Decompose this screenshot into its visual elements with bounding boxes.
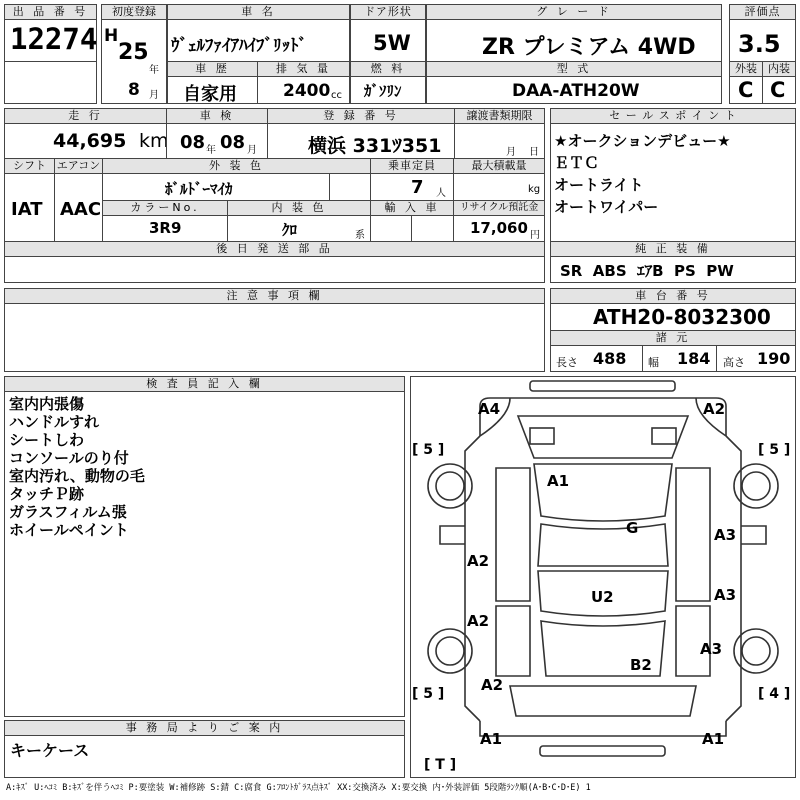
ac: AAC xyxy=(60,199,102,220)
door-label: ドア形状 xyxy=(350,4,426,20)
height: 190 xyxy=(757,349,791,368)
capacity-label: 乗車定員 xyxy=(370,158,454,174)
grade-label: グ レ ー ド xyxy=(426,4,722,20)
sales-point: オートワイパー xyxy=(554,198,659,216)
int-label: 内装 xyxy=(762,61,796,77)
color-no: 3R9 xyxy=(149,219,182,237)
history: 自家用 xyxy=(183,84,237,105)
insp-month: 08 xyxy=(220,132,246,153)
import-cell-a xyxy=(370,215,412,242)
int-color: ｸﾛ xyxy=(282,221,298,239)
fuel-label: 燃 料 xyxy=(350,61,426,77)
inspector-cell xyxy=(4,391,405,717)
inspector-note: コンソールのり付 xyxy=(9,449,129,467)
max-load-unit: kg xyxy=(528,184,541,195)
tire-spare: [ T ] xyxy=(424,757,457,773)
mark-a2-left3: A2 xyxy=(481,676,504,694)
inspector-note: ガラスフィルム張 xyxy=(9,503,127,521)
notes-label: 注 意 事 項 欄 xyxy=(4,288,545,304)
recycle-label: リサイクル預託金 xyxy=(453,200,545,216)
model: DAA-ATH20W xyxy=(512,81,640,101)
width-label: 幅 xyxy=(648,356,659,369)
inspection-label: 車 検 xyxy=(166,108,268,124)
car-diagram xyxy=(410,376,796,778)
equipment: SR ABS ｴｱB PS PW xyxy=(560,262,734,280)
import-label: 輸 入 車 xyxy=(370,200,454,216)
int-color-cell xyxy=(227,215,371,242)
fuel: ｶﾞｿﾘﾝ xyxy=(364,82,402,100)
inspector-note: シートしわ xyxy=(9,431,85,449)
lot-no-label: 出 品 番 号 xyxy=(4,4,97,20)
max-load-label: 最大積載量 xyxy=(453,158,545,174)
inspector-label: 検 査 員 記 入 欄 xyxy=(4,376,405,392)
int-color-label: 内 装 色 xyxy=(227,200,371,216)
grade: ZR プレミアム 4WD xyxy=(482,35,696,60)
ac-label: エアコン xyxy=(54,158,103,174)
tire-fl: [ 5 ] xyxy=(412,442,445,458)
mark-u2: U2 xyxy=(591,588,614,606)
lot-no-sep xyxy=(4,61,97,62)
model-label: 型 式 xyxy=(426,61,722,77)
spec-label: 諸 元 xyxy=(550,330,796,346)
score: 3.5 xyxy=(738,30,781,58)
inspector-note: タッチＰ跡 xyxy=(9,485,85,503)
tire-rr: [ 4 ] xyxy=(758,686,791,702)
insp-year-unit: 年 xyxy=(206,145,216,156)
legend: A:ｷｽﾞ U:ﾍｺﾐ B:ｷｽﾞを伴うﾍｺﾐ P:要塗装 W:補修跡 S:錆 C:腐食 G:ﾌﾛﾝﾄｶﾞﾗｽ点ｷｽﾞ XX:交換済み X:要交換 内･外装評価 5段階ﾗﾝｸ順(A･B･C･D･E) 1 xyxy=(6,783,591,793)
shift-label: シフト xyxy=(4,158,55,174)
recycle: 17,060 xyxy=(470,219,528,237)
first-reg-year: 25 xyxy=(118,40,149,65)
mark-a1-br: A1 xyxy=(702,730,725,748)
office-label: 事 務 局 よ り ご 案 内 xyxy=(4,720,405,736)
car-name: ｳﾞｪﾙﾌｧｲｱﾊｲﾌﾞﾘｯﾄﾞ xyxy=(171,36,307,56)
score-label: 評価点 xyxy=(729,4,796,20)
recycle-unit: 円 xyxy=(530,230,540,241)
first-reg-month: 8 xyxy=(128,80,140,100)
import-cell-b xyxy=(411,215,454,242)
inspector-note: ハンドルすれ xyxy=(9,413,100,431)
capacity: 7 xyxy=(411,177,424,198)
car-name-label: 車 名 xyxy=(167,4,350,20)
inspector-note: 室内内張傷 xyxy=(9,395,85,413)
shift: IAT xyxy=(11,199,43,220)
plate-label: 登 録 番 号 xyxy=(267,108,455,124)
inspector-note: ホイールペイント xyxy=(9,521,129,539)
transfer-month-unit: 月 xyxy=(506,147,516,158)
lot-no: 12274 xyxy=(10,22,98,56)
tire-rl: [ 5 ] xyxy=(412,686,445,702)
sales-point: オートライト xyxy=(554,176,644,194)
transfer-day-unit: 日 xyxy=(529,147,539,158)
office-note: キーケース xyxy=(10,741,90,760)
chassis-label: 車 台 番 号 xyxy=(550,288,796,304)
mark-a3-r3: A3 xyxy=(700,640,723,658)
mark-b2: B2 xyxy=(630,656,652,674)
int-color-unit: 系 xyxy=(355,230,365,241)
mark-a1-bl: A1 xyxy=(480,730,503,748)
displacement-label: 排 気 量 xyxy=(257,61,350,77)
door: 5W xyxy=(373,31,411,55)
displacement: 2400 xyxy=(283,81,331,101)
mark-a3-r2: A3 xyxy=(714,586,737,604)
ext-color: ﾎﾞﾙﾄﾞｰﾏｲｶ xyxy=(165,180,233,198)
era: H xyxy=(104,26,119,46)
ext-color-label: 外 装 色 xyxy=(102,158,371,174)
mark-a2-left1: A2 xyxy=(467,552,490,570)
month-unit: 月 xyxy=(149,90,159,101)
mileage: 44,695 xyxy=(53,130,127,152)
transfer-label: 譲渡書類期限 xyxy=(454,108,545,124)
mark-a4: A4 xyxy=(478,400,501,418)
height-label: 高さ xyxy=(723,356,745,369)
sales-points-cell xyxy=(550,123,796,242)
insp-year: 08 xyxy=(180,132,206,153)
plate: 横浜 331ﾂ351 xyxy=(308,135,442,157)
first-reg-label: 初度登録 xyxy=(101,4,167,20)
later-parts-cell xyxy=(4,256,545,283)
chassis-no: ATH20-8032300 xyxy=(593,305,771,329)
mark-a2-top: A2 xyxy=(703,400,726,418)
int-grade: C xyxy=(770,78,786,102)
sales-points-label: セ ー ル ス ポ イ ン ト xyxy=(550,108,796,124)
displacement-unit: cc xyxy=(331,90,342,101)
ext-color-aux-cell xyxy=(329,173,371,201)
length-label: 長さ xyxy=(556,356,578,369)
mark-g: G xyxy=(626,519,639,537)
mark-a1-roof: A1 xyxy=(547,472,570,490)
year-unit: 年 xyxy=(149,65,159,76)
mark-a2-left2: A2 xyxy=(467,612,490,630)
width: 184 xyxy=(677,349,711,368)
insp-month-unit: 月 xyxy=(247,145,257,156)
mileage-unit: km xyxy=(139,130,169,152)
mark-a3-r1: A3 xyxy=(714,526,737,544)
sales-point: ★オークションデビュー★ xyxy=(554,132,731,150)
capacity-unit: 人 xyxy=(436,188,446,199)
tire-fr: [ 5 ] xyxy=(758,442,791,458)
length: 488 xyxy=(593,349,627,368)
inspector-note: 室内汚れ、動物の毛 xyxy=(9,467,145,485)
sales-point: ＥＴＣ xyxy=(554,154,600,172)
ext-grade: C xyxy=(738,78,754,102)
later-parts-label: 後 日 発 送 部 品 xyxy=(4,241,545,257)
ext-label: 外装 xyxy=(729,61,763,77)
mileage-label: 走 行 xyxy=(4,108,167,124)
equipment-label: 純 正 装 備 xyxy=(550,241,796,257)
notes-cell xyxy=(4,303,545,372)
history-label: 車 歴 xyxy=(167,61,258,77)
color-no-label: カラーNo. xyxy=(102,200,228,216)
